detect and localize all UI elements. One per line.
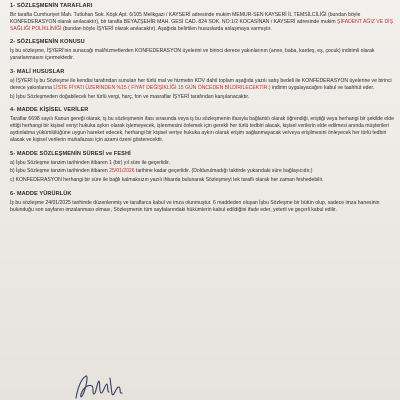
text-run: a) İşbu Sözleşme tanzim tarihinden itibaren 1 (bir) yıl süre ile geçerlidir.	[10, 159, 170, 166]
text-run: İş bu sözleşme, İŞYERİ'nin sunacağı mal/hizmetlerden KONFEDERASYON üyelerini ve birinci derece yakınlarının (anne, baba, kardeş, eş, çocuk) indirimli olarak yararlanmasını içermektedir.	[10, 48, 375, 62]
paragraph	[10, 12, 396, 32]
text-run: tarihine kadar geçerlidir. (Doldurulmadığı taktirde yukarıdaki süre bağlayıcıdır.)	[134, 168, 313, 175]
section-heading: 5- MADDE SÖZLEŞMENİN SÜRESİ ve FESHİ	[10, 150, 131, 157]
section-heading: 2- SÖZLEŞMENİN KONUSU	[10, 39, 85, 46]
section-heading: 4- MADDE KİŞİSEL VERİLER	[10, 107, 89, 114]
section-4	[10, 107, 396, 143]
paragraph	[10, 160, 396, 167]
paragraph	[10, 78, 396, 92]
text-run: indirim uygulayacağını kabul ve taahhüt eder.	[270, 84, 375, 91]
section-1	[10, 3, 396, 32]
section-3	[10, 69, 396, 100]
text-run: b) İşbu Sözleşme tanzim tarihinden itibaren	[10, 168, 110, 175]
text-run: Taraflar 6698 sayılı Kanun gereği olarak, iş bu sözleşmenin ifası sırasında veya iş bu sözleşmenin ifasıyla bağlantılı olarak öğrendiği, eriştiği veya herhangi bir şekilde elde ettiği herhangi bir kişisel veriyi hukuka aykırı olarak işlemeyecek, işlenmesini önlemek için gerekli her türlü tedbiri alacak, kişisel verilerin elde edilmesi anında müşterileri aydınlatma yükümlülüğüne uygun hareket edecek, herhangi bir kişisel veriye hukuka aykırı olarak erişim sağlanmayacak ve/veya erişilmesini önleyecek her türlü tedbiri alacak ve kişisel verilerin muhafazası için azami özeni gösterecektir.	[10, 116, 394, 143]
section-heading: 1- SÖZLEŞMENİN TARAFLARI	[10, 3, 93, 9]
section-heading: 6- MADDE YÜRÜRLÜK	[10, 190, 72, 197]
highlighted-text: LİSTE FİYATI ÜZERİNDEN %15 ( FİYAT DEĞİŞİKLİĞİ 15 GÜN ÖNCEDEN BİLDİRİLECEKTİR.)	[53, 84, 271, 91]
text-run: (bundan böyle İŞYERİ olarak anılacaktır). Aşağıda belirtilen hususlarda anlaşmaya varmıştır.	[61, 25, 272, 32]
paragraph	[10, 48, 396, 62]
paragraph	[10, 116, 396, 143]
text-run: c) KONFEDERASYON herhangi bir süre ile bağlı kalmaksızın yazılı ihbarda bulunarak Sözleşmeyi tek taraflı olarak her zaman feshedebilir.	[10, 177, 324, 184]
paragraph	[10, 177, 396, 184]
signature-image	[72, 372, 132, 400]
paragraph	[10, 94, 396, 101]
section-2	[10, 39, 396, 62]
section-heading: 3- MALİ HUSUSLAR	[10, 68, 65, 75]
paragraph	[10, 200, 396, 214]
text-run: a) İŞYERİ İş bu Sözleşme ile kendisi tarafından sunulan her türlü mal ve hizmetin KDV dahil toplam aşağıda yazılı satış bedeli ile KONFEDERASYON üyelerine ve birinci derece yakınlarına	[10, 77, 392, 91]
highlighted-text: 25/01/2026	[109, 168, 135, 175]
text-run: b) İşbu Sözleşmeden doğabilecek her türlü vergi, harç, fon ve masraflar İŞYERİ tarafından karşılanacaktır.	[10, 93, 250, 100]
text-run: İş bu sözleşme 24/01/2025 tarihinde düzenlenmiş ve taraflarca kabul ve imza olunmuştur. 6 maddeden oluşan İşbu Sözleşme bir bütün olup, sadece imza hanesinin bulunduğu son sayfanın imzalanması olması, Sözleşmenin tüm sayfalarındaki hükümlerin kabul edildiğini ifade eder, yeterli ve geçerli kabul edilir.	[10, 199, 380, 213]
text-run: Bir tarafta Cumhuriyet Mah. Tutluhan Sok. Köşk Apt. 6/105 Melikgazi / KAYSERİ adresinde mukim MEMUR-SEN KAYSERİ İL TEMSİLCİLİĞİ (bundan böyle KONFEDERASYON olarak anılacaktır), bir tarafta BEYAZŞEHİR MAH. GESİ CAD. 824 SOK. NO:1/2 KOCASİNAN / KAYSERİ adresinde mukim	[10, 12, 361, 25]
contract-body	[10, 3, 396, 221]
highlighted-text: ŞİFADENT AĞIZ VE DİŞ SAĞLIĞI POLİKLİNİĞİ	[10, 18, 393, 32]
paragraph	[10, 168, 396, 175]
section-6	[10, 191, 396, 214]
section-5	[10, 151, 396, 184]
